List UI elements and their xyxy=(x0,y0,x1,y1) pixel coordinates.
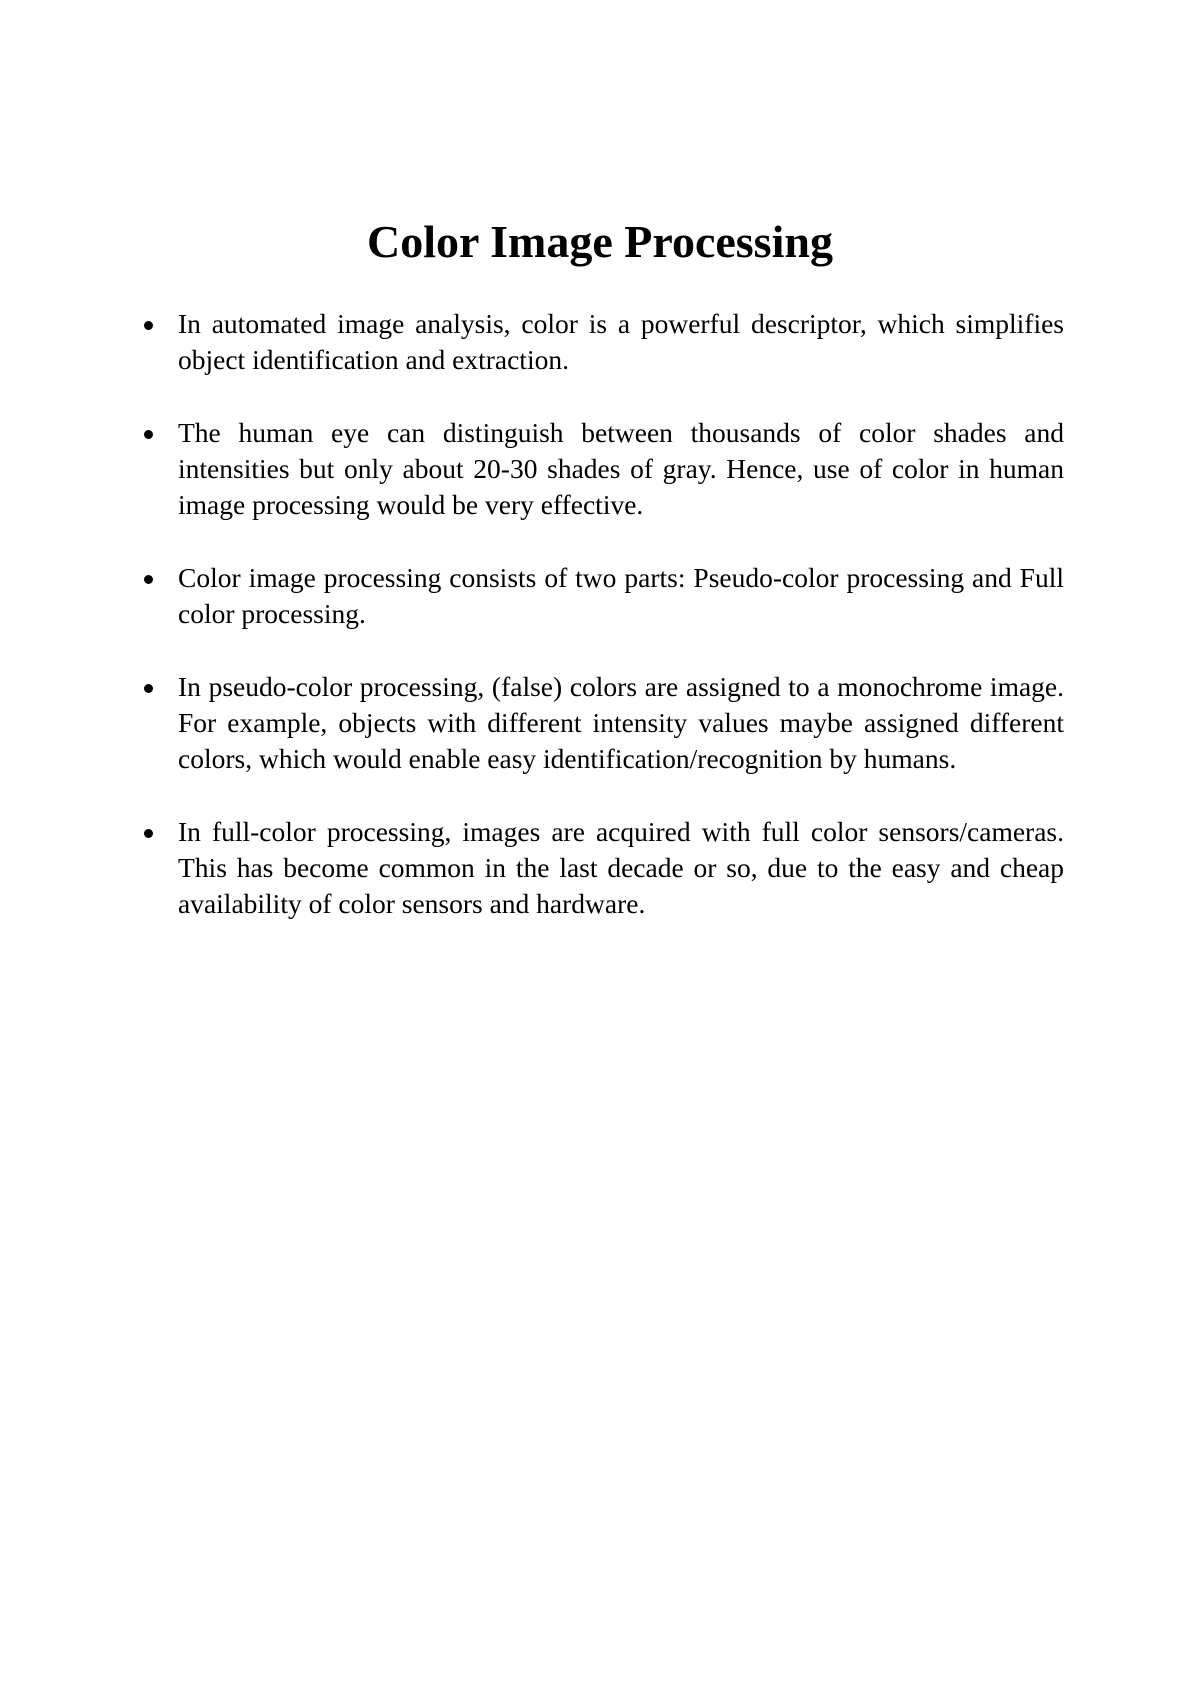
bullet-text: In automated image analysis, color is a powerful descriptor, which simplifies object identification and extraction. xyxy=(178,308,1064,375)
bullet-text: In pseudo-color processing, (false) colors are assigned to a monochrome image. For example, objects with different intensity values maybe assigned different colors, which would enable easy identification/recognition by humans. xyxy=(178,671,1064,774)
bullet-icon xyxy=(144,684,153,693)
bullet-list xyxy=(144,306,1064,959)
list-item xyxy=(144,814,1064,922)
list-item xyxy=(144,415,1064,523)
bullet-icon xyxy=(144,575,153,584)
bullet-icon xyxy=(144,430,153,439)
list-item xyxy=(144,669,1064,777)
bullet-icon xyxy=(144,829,153,838)
bullet-text: Color image processing consists of two parts: Pseudo-color processing and Full color processing. xyxy=(178,562,1064,629)
bullet-text: The human eye can distinguish between thousands of color shades and intensities but only about 20-30 shades of gray. Hence, use of color in human image processing would be very effective. xyxy=(178,417,1064,520)
page-title: Color Image Processing xyxy=(367,216,833,267)
bullet-icon xyxy=(144,321,153,330)
list-item xyxy=(144,306,1064,378)
bullet-text: In full-color processing, images are acquired with full color sensors/cameras. This has become common in the last decade or so, due to the easy and cheap availability of color sensors and hardware. xyxy=(178,816,1064,919)
list-item xyxy=(144,560,1064,632)
